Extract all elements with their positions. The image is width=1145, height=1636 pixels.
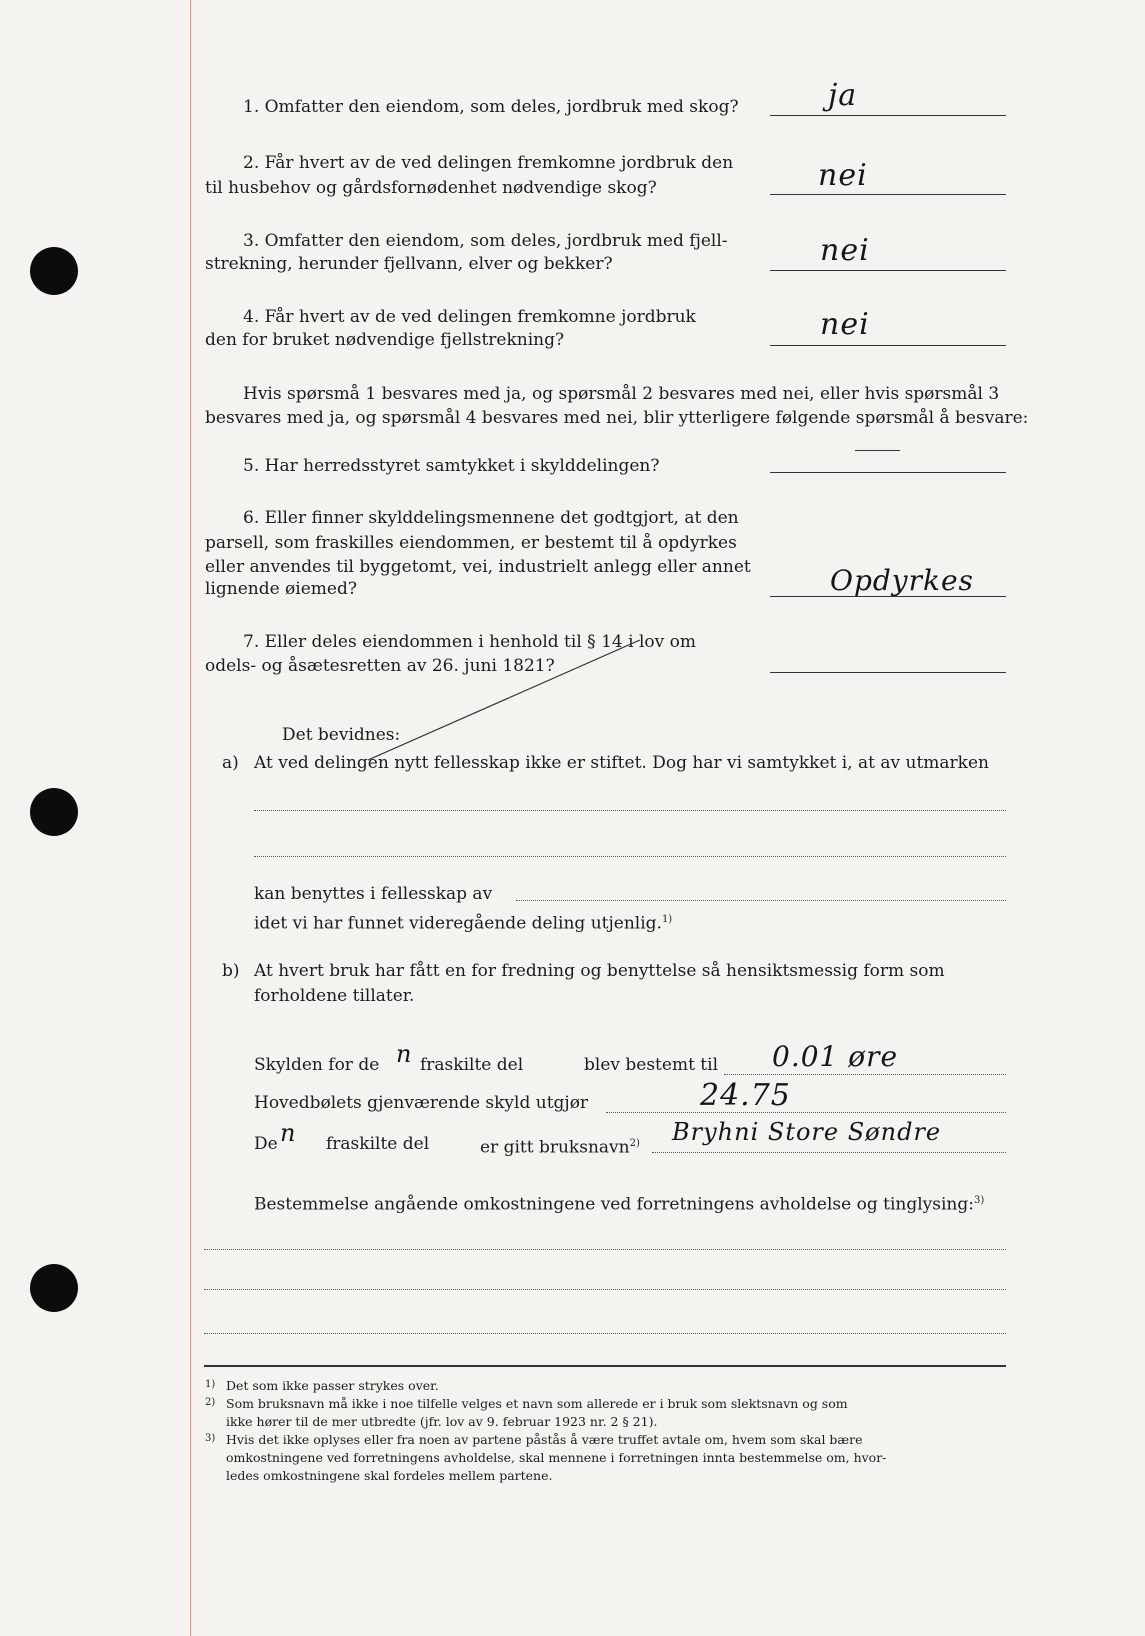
question-3-cont: strekning, herunder fjellvann, elver og bekker?	[205, 254, 613, 274]
footnote-3-cont: omkostningene ved forretningens avholdelse, skal mennene i forretningen innta bestemmelse om, hvor-	[226, 1450, 887, 1465]
question-6-cont: lignende øiemed?	[205, 579, 357, 599]
bevidnes-heading: Det bevidnes:	[282, 725, 401, 745]
blank-line	[254, 810, 1006, 811]
blank-line	[516, 900, 1006, 901]
item-a-text: At ved delingen nytt fellesskap ikke er stiftet. Dog har vi samtykket i, at av utmarken	[254, 753, 989, 773]
answer-q2: nei	[818, 158, 868, 193]
item-a-idet: idet vi har funnet videregående deling utjenlig.$^{1)}$	[254, 913, 673, 934]
skyld-line4: Bestemmelse angående omkostningene ved forretningens avholdelse og tinglysing:$^{3)}$	[254, 1194, 985, 1215]
answer-q4: nei	[820, 307, 870, 342]
handwritten-n: n	[396, 1040, 413, 1068]
question-5: 5. Har herredsstyret samtykket i skylddelingen?	[243, 456, 660, 476]
skyld-line2: Hovedbølets gjenværende skyld utgjør	[254, 1093, 589, 1113]
instruction: Hvis spørsmå 1 besvares med ja, og spørsmål 2 besvares med nei, eller hvis spørsmål 3	[243, 384, 1000, 404]
answer-skyld: 0.01 øre	[772, 1040, 899, 1073]
question-4-cont: den for bruket nødvendige fjellstrekning?	[205, 330, 565, 350]
question-4: 4. Får hvert av de ved delingen fremkomne jordbruk	[243, 307, 696, 327]
answer-q1: ja	[828, 78, 858, 113]
footnote-2-number: 2)	[205, 1397, 216, 1408]
footnote-3-cont: ledes omkostningene skal fordeles mellem partene.	[226, 1468, 553, 1483]
footnote-3-number: 3)	[205, 1433, 216, 1444]
footnote-2-cont: ikke hører til de mer utbredte (jfr. lov av 9. februar 1923 nr. 2 § 21).	[226, 1414, 658, 1429]
footnote-3: Hvis det ikke oplyses eller fra noen av partene påstås å være truffet avtale om, hvem som skal bære	[226, 1432, 863, 1447]
question-1: 1. Omfatter den eiendom, som deles, jordbruk med skog?	[243, 97, 739, 117]
question-6: 6. Eller finner skylddelingsmennene det godtgjort, at den	[243, 508, 739, 528]
item-a-kan: kan benyttes i fellesskap av	[254, 884, 493, 904]
question-6-cont: eller anvendes til byggetomt, vei, industrielt anlegg eller annet	[205, 557, 751, 577]
blank-line	[204, 1289, 1006, 1290]
blank-line	[606, 1112, 1006, 1113]
question-3: 3. Omfatter den eiendom, som deles, jordbruk med fjell-	[243, 231, 728, 251]
skyld-line3-post: fraskilte del	[326, 1134, 430, 1154]
skyld-line3-end: er gitt bruksnavn$^{2)}$	[480, 1137, 640, 1158]
skyld-line3: De	[254, 1134, 278, 1154]
footnote-2: Som bruksnavn må ikke i noe tilfelle velges et navn som allerede er i bruk som slektsnavn og som	[226, 1396, 848, 1411]
footnote-1: Det som ikke passer strykes over.	[226, 1378, 439, 1393]
answer-q3: nei	[820, 233, 870, 268]
question-6-cont: parsell, som fraskilles eiendommen, er bestemt til å opdyrkes	[205, 533, 737, 553]
handwritten-n: n	[280, 1119, 297, 1147]
answer-bruksnavn: Bryhni Store Søndre	[672, 1118, 942, 1146]
question-7: 7. Eller deles eiendommen i henhold til § 14 i lov om	[243, 632, 696, 652]
blank-line	[204, 1249, 1006, 1250]
question-2-cont: til husbehov og gårdsfornødenhet nødvendige skog?	[205, 178, 657, 198]
question-2: 2. Får hvert av de ved delingen fremkomne jordbruk den	[243, 153, 734, 173]
item-b-text: At hvert bruk har fått en for fredning og benyttelse så hensiktsmessig form som	[254, 961, 945, 981]
answer-q6: Opdyrkes	[830, 564, 974, 597]
skyld-line1-end: blev bestemt til	[584, 1055, 719, 1075]
blank-line	[204, 1333, 1006, 1334]
question-7-cont: odels- og åsætesretten av 26. juni 1821?	[205, 656, 555, 676]
item-b-text-cont: forholdene tillater.	[254, 986, 415, 1006]
answer-gjenvaerende: 24.75	[700, 1078, 791, 1113]
instruction-cont: besvares med ja, og spørsmål 4 besvares med nei, blir ytterligere følgende spørsmål å besvare:	[205, 408, 1029, 428]
footnote-divider	[204, 1365, 1006, 1367]
footnote-1-number: 1)	[205, 1379, 216, 1390]
blank-line	[652, 1152, 1006, 1153]
blank-line	[724, 1074, 1006, 1075]
item-b-label: b)	[222, 961, 240, 981]
item-a-label: a)	[222, 753, 239, 773]
skyld-line1: Skylden for de	[254, 1055, 380, 1075]
skyld-line1-post: fraskilte del	[420, 1055, 524, 1075]
blank-line	[254, 856, 1006, 857]
